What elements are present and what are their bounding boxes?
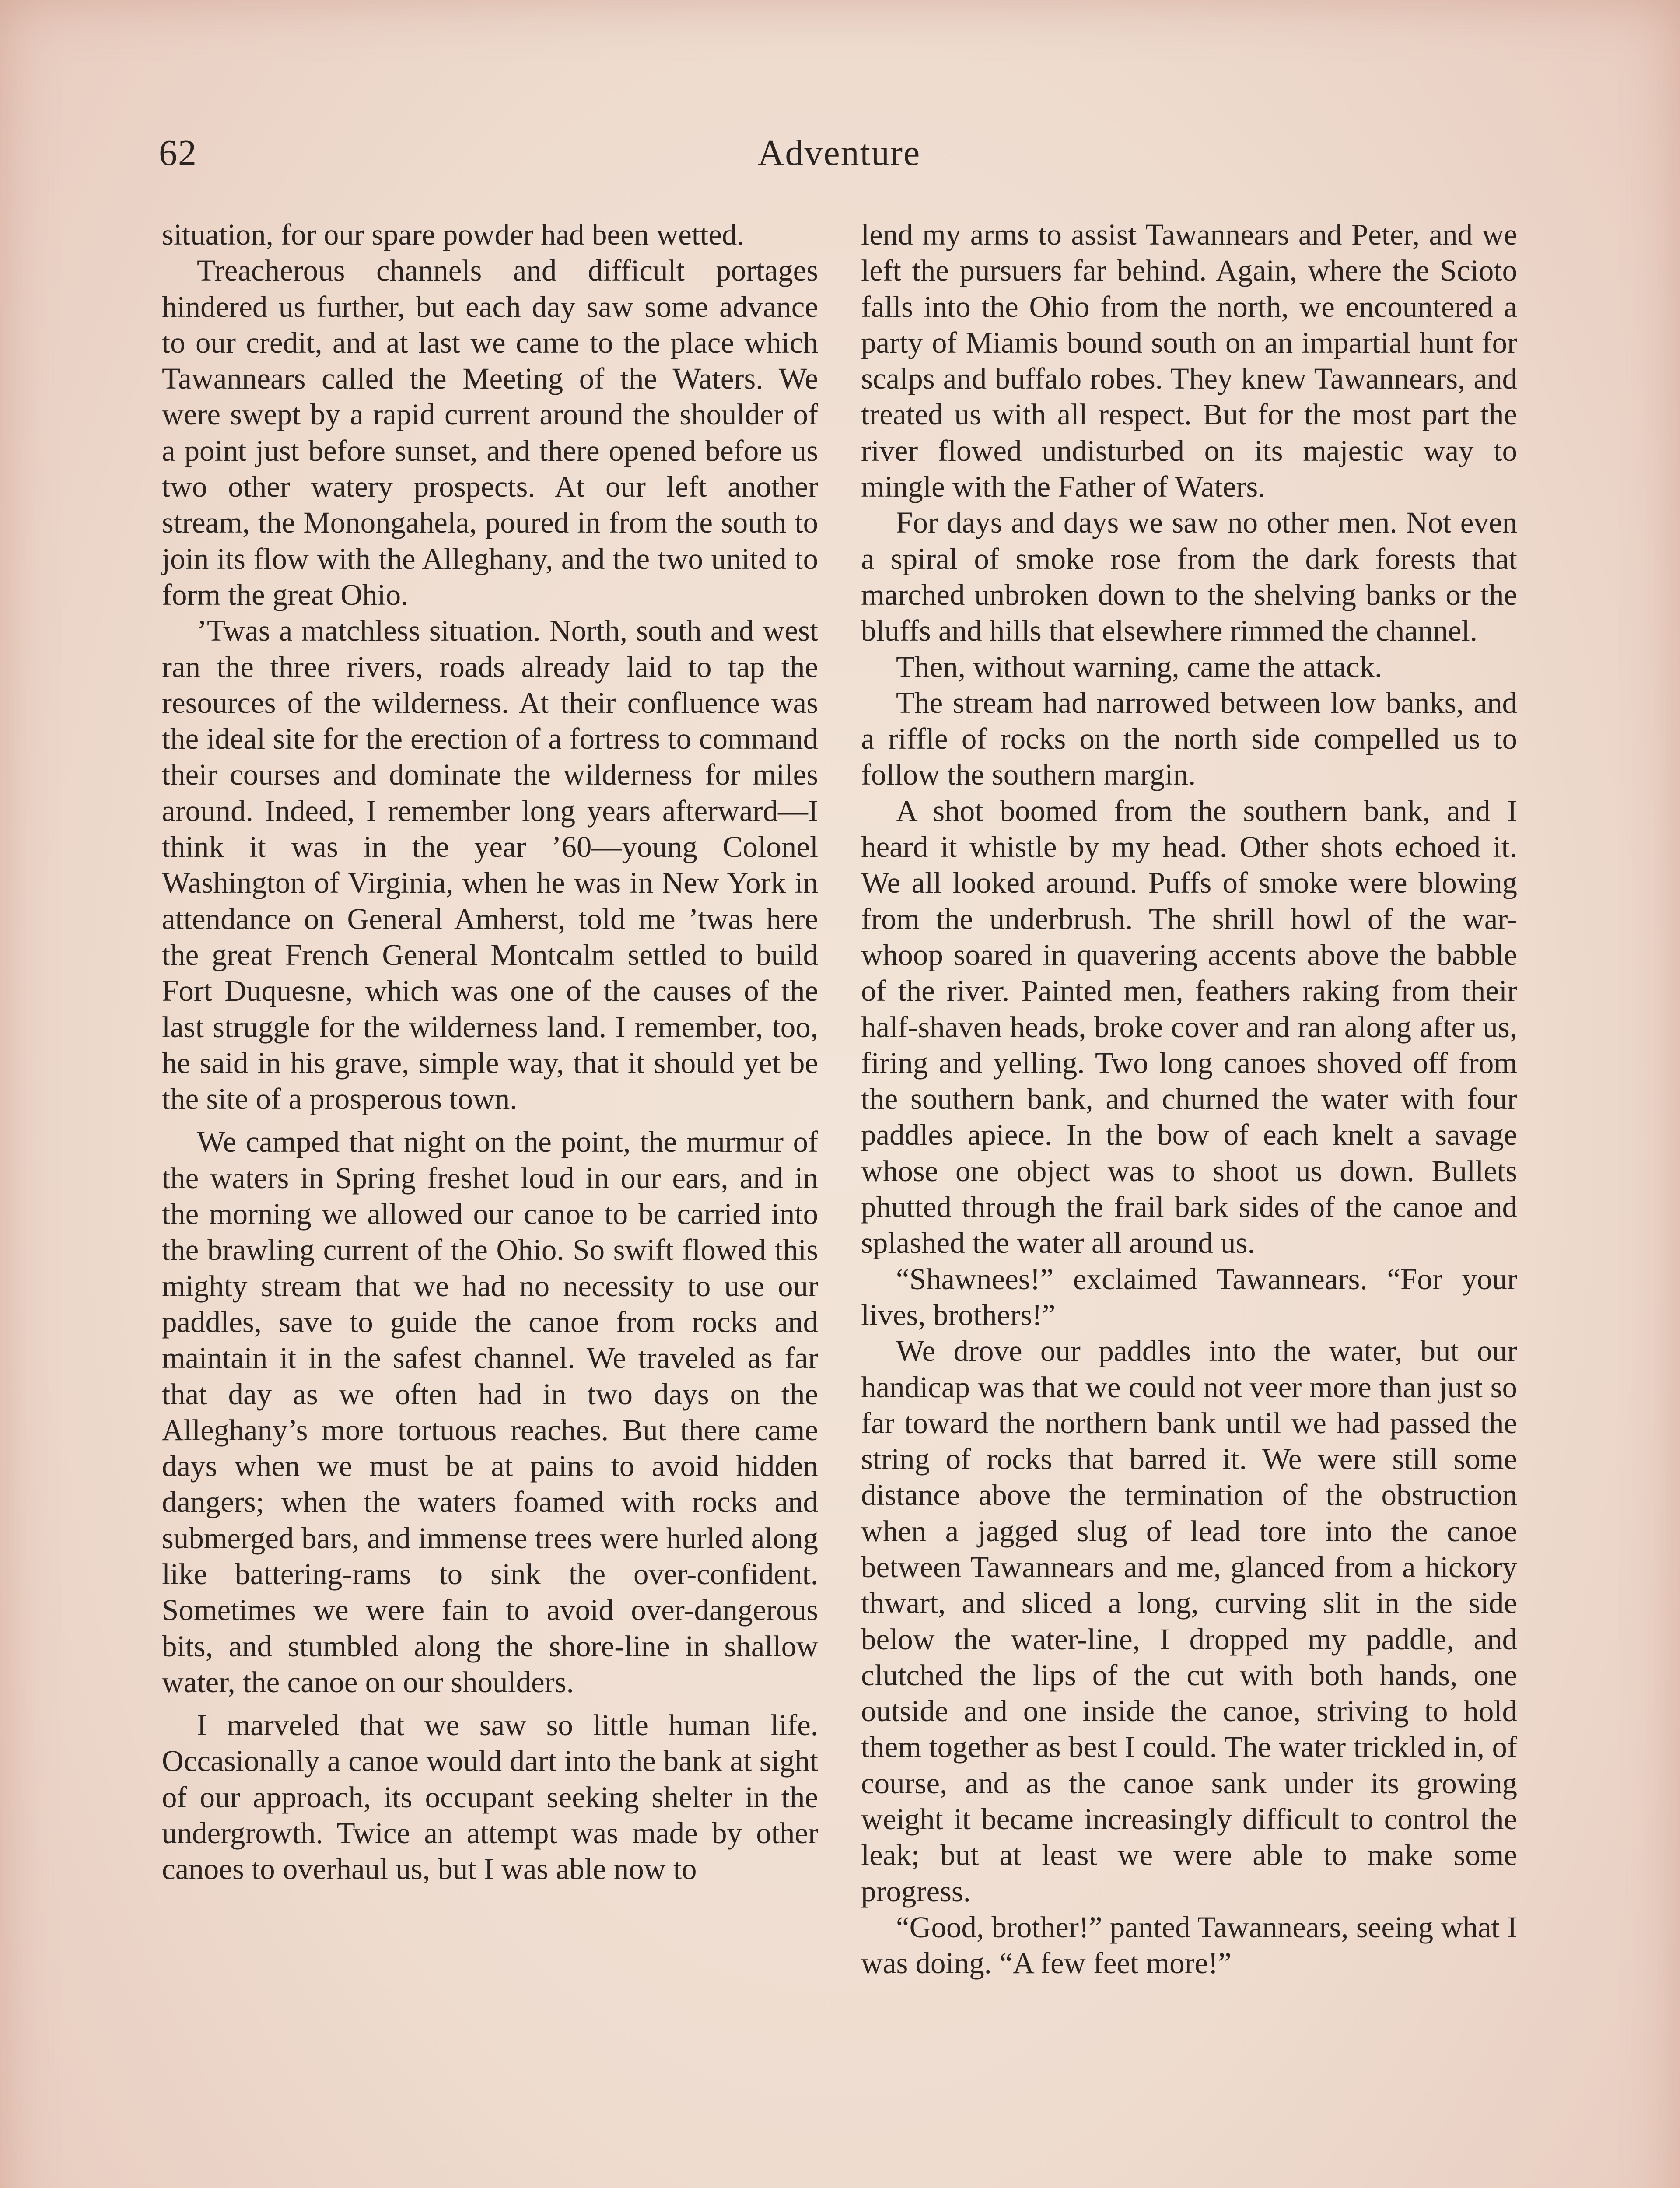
right-column xyxy=(861,217,1517,1981)
paragraph: We camped that night on the point, the murmur of the waters in Spring freshet loud in our ears, and in the morning we allowed our canoe to be carried into the brawling current of the Ohio. So swift flowed this mighty stream that we had no necessity to use our paddles, save to guide the canoe from rocks and maintain it in the safest channel. We traveled as far that day as we often had in two days on the Alleghany’s more tortuous reaches. But there came days when we must be at pains to avoid hidden dangers; when the waters foamed with rocks and submerged bars, and immense trees were hurled along like battering-rams to sink the over-confident. Sometimes we were fain to avoid over-dangerous bits, and stumbled along the shore-line in shallow water, the canoe on our shoulders. xyxy=(162,1125,818,1699)
paragraph: ’Twas a matchless situation. North, south and west ran the three rivers, roads already laid to tap the resources of the wilderness. At their confluence was the ideal site for the erection of a fortress to command their courses and dominate the wilderness for miles around. Indeed, I remember long years afterward—I think it was in the year ’60—young Colonel Washington of Virginia, when he was in New York in attendance on General Amherst, told me ’twas here the great French General Montcalm settled to build Fort Duquesne, which was one of the causes of the last struggle for the wilderness land. I remember, too, he said in his grave, simple way, that it should yet be the site of a prosperous town. xyxy=(162,614,818,1116)
paragraph: The stream had narrowed between low banks, and a riffle of rocks on the north side compelled us to follow the southern margin. xyxy=(861,686,1517,792)
paragraph: “Shawnees!” exclaimed Tawannears. “For your lives, brothers!” xyxy=(861,1262,1517,1332)
paragraph: I marveled that we saw so little human life. Occasionally a canoe would dart into the bank at sight of our approach, its occupant seeking shelter in the undergrowth. Twice an attempt was made by other canoes to overhaul us, but I was able now to xyxy=(162,1708,818,1886)
paragraph: Then, without warning, came the attack. xyxy=(896,650,1382,684)
paragraph: lend my arms to assist Tawannears and Peter, and we left the pursuers far behind. Again, where the Scioto falls into the Ohio from the north, we encountered a party of Miamis bound south on an impartial hunt for scalps and buffalo robes. They knew Tawannears, and treated us with all respect. But for the most part the river flowed undisturbed on its majestic way to mingle with the Father of Waters. xyxy=(861,218,1517,504)
paragraph: “Good, brother!” panted Tawannears, seeing what I was doing. “A few feet more!” xyxy=(861,1910,1517,1980)
paragraph: We drove our paddles into the water, but our handicap was that we could not veer more than just so far toward the northern bank until we had passed the string of rocks that barred it. We were still some distance above the termination of the obstruction when a jagged slug of lead tore into the canoe between Tawannears and me, glanced from a hickory thwart, and sliced a long, curving slit in the side below the water-line, I dropped my paddle, and clutched the lips of the cut with both hands, one outside and one inside the canoe, striving to hold them together as best I could. The water trickled in, of course, and as the canoe sank under its growing weight it became increasingly difficult to control the leak; but at least we were able to make some progress. xyxy=(861,1334,1517,1908)
left-column xyxy=(162,217,818,1887)
paragraph: situation, for our spare powder had been wetted. xyxy=(162,218,745,251)
running-title: Adventure xyxy=(757,133,921,173)
page-header xyxy=(159,129,1519,182)
page-number: 62 xyxy=(159,133,197,173)
paragraph: For days and days we saw no other men. Not even a spiral of smoke rose from the dark forests that marched unbroken down to the shelving banks or the bluffs and hills that elsewhere rimmed the channel. xyxy=(861,506,1517,648)
paragraph: A shot boomed from the southern bank, and I heard it whistle by my head. Other shots echoed it. We all looked around. Puffs of smoke were blowing from the underbrush. The shrill howl of the war-whoop soared in quavering accents above the babble of the river. Painted men, feathers raking from their half-shaven heads, broke cover and ran along after us, firing and yelling. Two long canoes shoved off from the southern bank, and churned the water with four paddles apiece. In the bow of each knelt a savage whose one object was to shoot us down. Bullets phutted through the frail bark sides of the canoe and splashed the water all around us. xyxy=(861,794,1517,1260)
paragraph: Treacherous channels and difficult portages hindered us further, but each day saw some advance to our credit, and at last we came to the place which Tawannears called the Meeting of the Waters. We were swept by a rapid current around the shoulder of a point just before sunset, and there opened before us two other watery prospects. At our left another stream, the Monongahela, poured in from the south to join its flow with the Alleghany, and the two united to form the great Ohio. xyxy=(162,254,818,611)
